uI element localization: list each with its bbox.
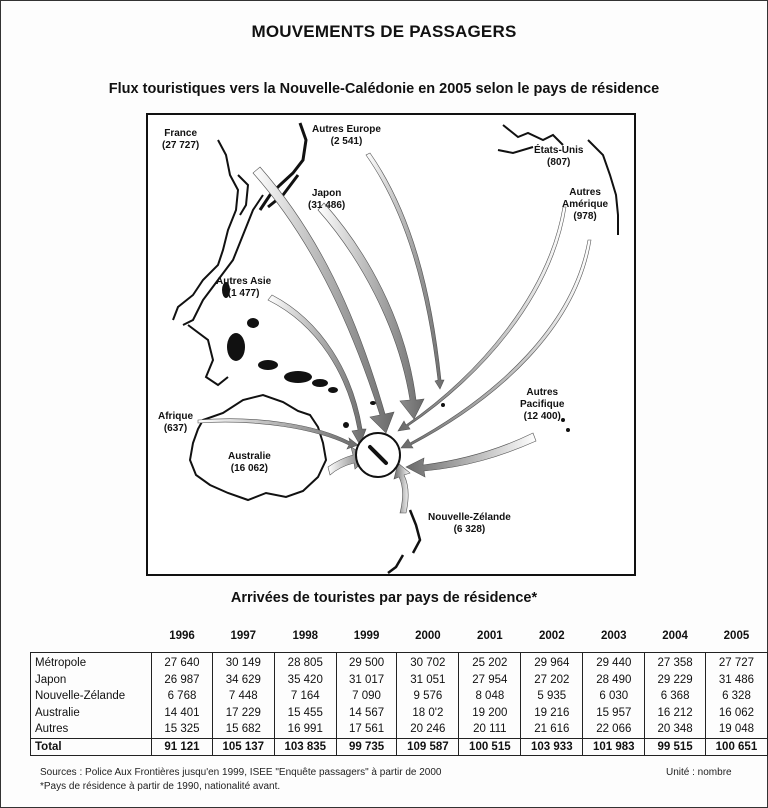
label-japon: Japon (31 486) [308, 188, 346, 211]
total-cell: 103 933 [521, 738, 583, 756]
total-cell: 100 515 [459, 738, 521, 756]
header-empty [31, 630, 152, 653]
row-label: Nouvelle-Zélande [35, 690, 126, 703]
table-row [31, 705, 768, 722]
header-year: 2003 [600, 630, 627, 642]
total-cell: 99 515 [645, 738, 706, 756]
arrow-nouvelle-zelande [394, 463, 410, 513]
table-cell: 31 051 [397, 672, 459, 689]
table-row [31, 672, 768, 689]
table-cell: 5 935 [521, 688, 583, 705]
table-cell: 16 062 [705, 705, 767, 722]
table-cell: 19 200 [459, 705, 521, 722]
table-cell: 27 202 [521, 672, 583, 689]
table-cell: 6 328 [705, 688, 767, 705]
table-cell: 6 030 [583, 688, 645, 705]
header-year: 2005 [723, 630, 750, 642]
page-title: MOUVEMENTS DE PASSAGERS [251, 22, 517, 41]
label-autres-amerique: Autres Amérique (978) [562, 187, 609, 222]
table-cell: 31 486 [705, 672, 767, 689]
header-year: 2000 [415, 630, 441, 642]
table-cell: 6 368 [645, 688, 706, 705]
table-cell: 15 682 [212, 721, 274, 738]
total-cell: 100 651 [705, 738, 767, 756]
table-total-row [31, 738, 768, 756]
islands [222, 282, 570, 432]
header-year: 1996 [169, 630, 195, 642]
row-label: Total [31, 738, 152, 756]
header-year: 2004 [662, 630, 688, 642]
table-cell: 29 500 [336, 653, 397, 672]
label-autres-pacifique: Autres Pacifique (12 400) [520, 387, 565, 422]
table-cell: 27 358 [645, 653, 706, 672]
new-zealand-coastline [388, 510, 420, 573]
table-cell: 20 111 [459, 721, 521, 738]
header-year: 2002 [539, 630, 565, 642]
footnote: *Pays de résidence à partir de 1990, nationalité avant. [40, 781, 281, 792]
destination-new-caledonia [356, 433, 400, 477]
arrivals-table [30, 630, 768, 756]
total-cell: 99 735 [336, 738, 397, 756]
table-cell: 29 440 [583, 653, 645, 672]
asia-coastline [173, 140, 263, 385]
table-cell: 18 0'2 [397, 705, 459, 722]
table-cell: 27 640 [152, 653, 213, 672]
map-title: Flux touristiques vers la Nouvelle-Calédonie en 2005 selon le pays de résidence [108, 81, 660, 97]
table-row [31, 688, 768, 705]
table-cell: 8 048 [459, 688, 521, 705]
header-year: 1998 [292, 630, 319, 642]
header-year: 1997 [230, 630, 257, 642]
table-cell: 27 727 [705, 653, 767, 672]
table-cell: 19 048 [705, 721, 767, 738]
sources-note: Sources : Police Aux Frontières jusqu'en 1999, ISEE "Enquête passagers" à partir de 2000 [40, 767, 442, 778]
table-row [31, 721, 768, 738]
total-cell: 109 587 [397, 738, 459, 756]
label-autres-europe: Autres Europe (2 541) [312, 124, 381, 147]
table-cell: 28 805 [274, 653, 336, 672]
table-cell: 20 348 [645, 721, 706, 738]
table-cell: 14 567 [336, 705, 397, 722]
label-nouvelle-zelande: Nouvelle-Zélande (6 328) [428, 512, 511, 535]
table-cell: 16 991 [274, 721, 336, 738]
table-cell: 26 987 [152, 672, 213, 689]
table-cell: 22 066 [583, 721, 645, 738]
label-afrique: Afrique (637) [158, 411, 193, 434]
table-header-row [31, 630, 768, 653]
table-cell: 15 957 [583, 705, 645, 722]
table-cell: 17 229 [212, 705, 274, 722]
row-label: Japon [35, 673, 67, 686]
table-cell: 15 325 [152, 721, 213, 738]
label-france: France (27 727) [162, 128, 200, 151]
total-cell: 101 983 [583, 738, 645, 756]
row-label: Australie [35, 706, 80, 719]
arrow-pacifique [406, 433, 536, 477]
table-cell: 31 017 [336, 672, 397, 689]
table-cell: 14 401 [152, 705, 213, 722]
header-year: 1999 [353, 630, 380, 642]
row-label: Métropole [35, 657, 87, 670]
table-cell: 7 164 [274, 688, 336, 705]
table-cell: 27 954 [459, 672, 521, 689]
table-cell: 19 216 [521, 705, 583, 722]
table-cell: 35 420 [274, 672, 336, 689]
table-cell: 7 090 [336, 688, 397, 705]
australia-coastline [190, 395, 326, 500]
table-cell: 29 229 [645, 672, 706, 689]
row-label: Autres [35, 723, 69, 736]
header-year: 2001 [477, 630, 503, 642]
table-cell: 20 246 [397, 721, 459, 738]
table-cell: 34 629 [212, 672, 274, 689]
map-graphic [148, 115, 634, 574]
table-cell: 7 448 [212, 688, 274, 705]
label-etats-unis: États-Unis (807) [534, 145, 584, 168]
unit-note: Unité : nombre [666, 767, 732, 778]
table-cell: 6 768 [152, 688, 213, 705]
arrow-afrique [198, 419, 358, 449]
table-cell: 21 616 [521, 721, 583, 738]
arrivals-table-wrap [30, 630, 768, 756]
table-row [31, 653, 768, 672]
table-cell: 30 149 [212, 653, 274, 672]
table-cell: 28 490 [583, 672, 645, 689]
flow-map [146, 113, 636, 576]
label-autres-asie: Autres Asie (1 477) [216, 276, 272, 299]
table-cell: 29 964 [521, 653, 583, 672]
label-australie: Australie (16 062) [228, 451, 271, 474]
table-cell: 25 202 [459, 653, 521, 672]
table-cell: 16 212 [645, 705, 706, 722]
table-title: Arrivées de touristes par pays de résidence* [230, 590, 538, 606]
table-cell: 9 576 [397, 688, 459, 705]
total-cell: 91 121 [152, 738, 213, 756]
table-cell: 15 455 [274, 705, 336, 722]
total-cell: 105 137 [212, 738, 274, 756]
total-cell: 103 835 [274, 738, 336, 756]
table-cell: 30 702 [397, 653, 459, 672]
table-cell: 17 561 [336, 721, 397, 738]
